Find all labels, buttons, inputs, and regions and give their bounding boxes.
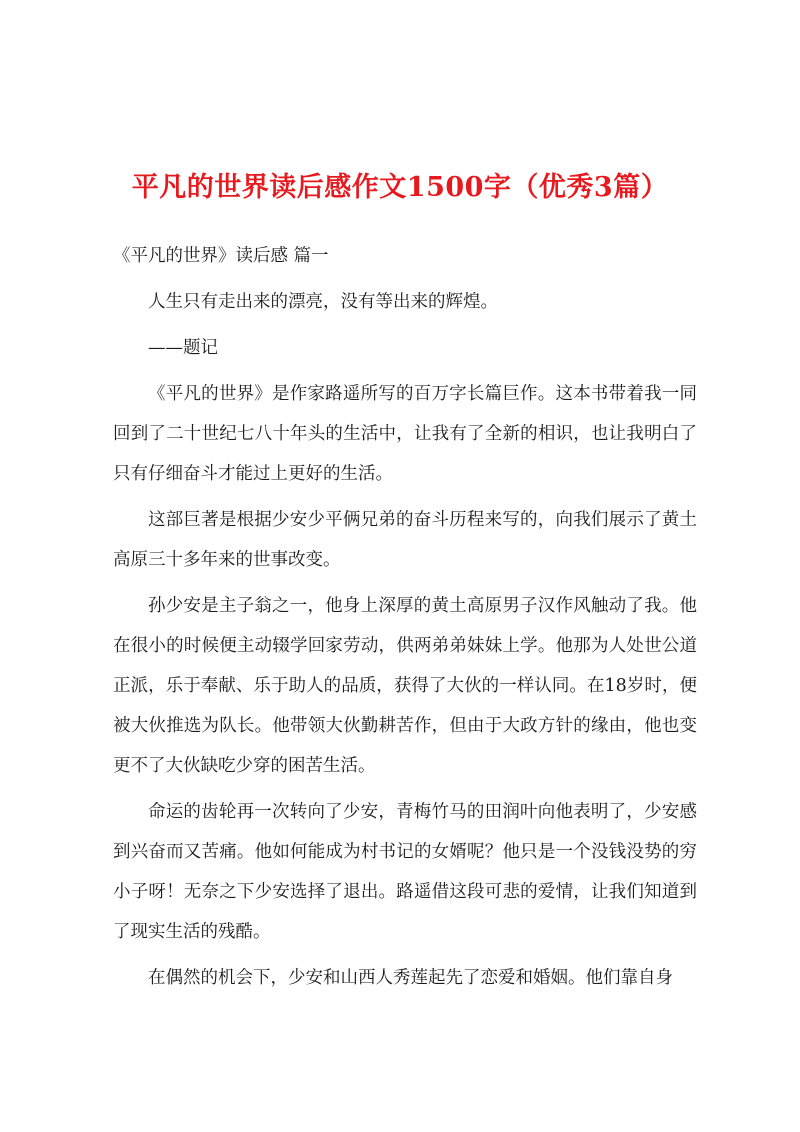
- paragraph: 在偶然的机会下，少安和山西人秀莲起先了恋爱和婚姻。他们靠自身: [148, 968, 673, 988]
- paragraph: 孙少安是主子翁之一，他身上深厚的黄土高原男子汉作风触动了我。他在很小的时候便主动辍学回家劳动，供两弟弟妹妹上学。他那为人处世公道正派，乐于奉献、乐于助人的品质，获得了大伙的一样认同。在18岁时，便被大伙推选为队长。他带领大伙勤耕苦作，但由于大政方针的缘由，他也变更不了大伙缺吃少穿的困苦生活。: [113, 596, 697, 776]
- section-heading: 《平凡的世界》读后感 篇一: [113, 246, 329, 266]
- document-title: 平凡的世界读后感作文1500字（优秀3篇）: [131, 172, 669, 203]
- epigraph: 人生只有走出来的漂亮，没有等出来的辉煌。: [148, 292, 498, 312]
- paragraph: 《平凡的世界》是作家路遥所写的百万字长篇巨作。这本书带着我一同回到了二十世纪七八十年头的生活中，让我有了全新的相识，也让我明白了只有仔细奋斗才能过上更好的生活。: [113, 384, 697, 484]
- paragraph: 命运的齿轮再一次转向了少安，青梅竹马的田润叶向他表明了，少安感到兴奋而又苦痛。他如何能成为村书记的女婿呢？他只是一个没钱没势的穷小子呀！无奈之下少安选择了退出。路遥借这段可悲的爱情，让我们知道到了现实生活的残酷。: [113, 802, 697, 942]
- epigraph-source: ——题记: [148, 338, 218, 358]
- paragraph: 这部巨著是根据少安少平俩兄弟的奋斗历程来写的，向我们展示了黄土高原三十多年来的世事改变。: [113, 510, 697, 570]
- document-body: [113, 236, 697, 1004]
